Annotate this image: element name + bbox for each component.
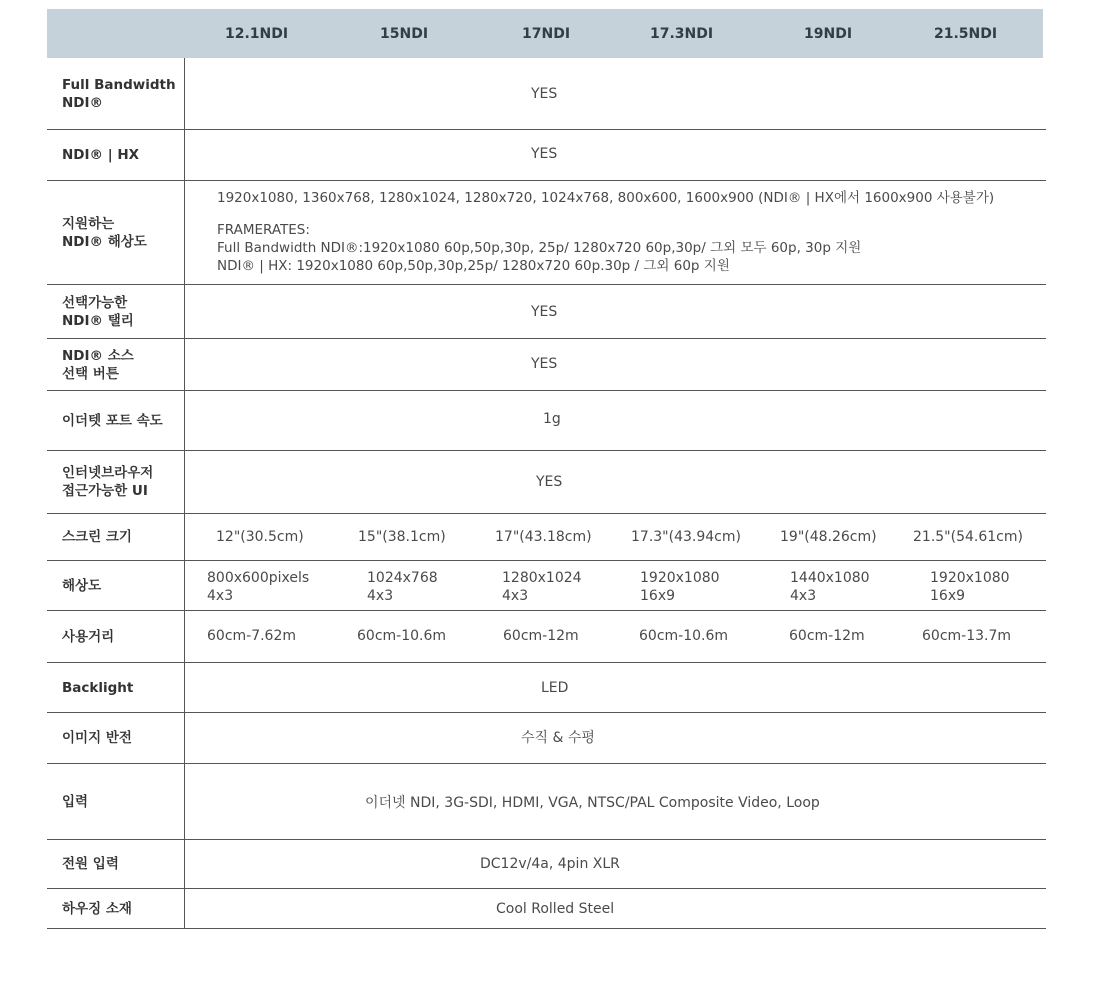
table-header bbox=[47, 9, 1043, 58]
screen-size-17: 17"(43.18cm) bbox=[495, 529, 592, 545]
distance-19: 60cm-12m bbox=[789, 628, 865, 644]
screen-size-19: 19"(48.26cm) bbox=[780, 529, 877, 545]
row-tally bbox=[47, 285, 1046, 339]
row-label: NDI® 소스 선택 버튼 bbox=[47, 339, 185, 390]
row-label: Full Bandwidth NDI® bbox=[47, 58, 185, 129]
row-label: Backlight bbox=[47, 663, 185, 712]
row-ndi-hx bbox=[47, 130, 1046, 181]
row-value: 이더넷 NDI, 3G-SDI, HDMI, VGA, NTSC/PAL Composite Video, Loop bbox=[365, 795, 820, 811]
row-power-input bbox=[47, 840, 1046, 889]
row-image-flip bbox=[47, 713, 1046, 764]
row-label: 입력 bbox=[47, 764, 185, 839]
screen-size-17-3: 17.3"(43.94cm) bbox=[631, 529, 741, 545]
screen-size-12-1: 12"(30.5cm) bbox=[216, 529, 304, 545]
framerates-title: FRAMERATES: bbox=[217, 222, 310, 238]
row-backlight bbox=[47, 663, 1046, 713]
row-full-bandwidth bbox=[47, 58, 1046, 130]
row-screen-size bbox=[47, 514, 1046, 561]
resolution-19: 1440x1080 4x3 bbox=[790, 570, 870, 604]
row-label: 사용거리 bbox=[47, 611, 185, 662]
resolution-17: 1280x1024 4x3 bbox=[502, 570, 582, 604]
screen-size-15: 15"(38.1cm) bbox=[358, 529, 446, 545]
row-value: Cool Rolled Steel bbox=[496, 901, 615, 917]
row-value: 1g bbox=[543, 411, 561, 427]
row-value: YES bbox=[536, 474, 563, 490]
row-value: DC12v/4a, 4pin XLR bbox=[480, 856, 620, 872]
framerates-hx: NDI® | HX: 1920x1080 60p,50p,30p,25p/ 1280x720 60p.30p / 그외 60p 지원 bbox=[217, 258, 730, 274]
row-label: 전원 입력 bbox=[47, 840, 185, 888]
distance-17: 60cm-12m bbox=[503, 628, 579, 644]
distance-17-3: 60cm-10.6m bbox=[639, 628, 729, 644]
row-label: 하우징 소재 bbox=[47, 889, 185, 928]
supported-resolutions: 1920x1080, 1360x768, 1280x1024, 1280x720, 1024x768, 800x600, 1600x900 (NDI® | HX에서 1600x900 사용불가) bbox=[217, 190, 995, 206]
resolution-12-1: 800x600pixels 4x3 bbox=[207, 570, 310, 604]
row-label: 인터넷브라우저 접근가능한 UI bbox=[47, 451, 185, 513]
row-value: LED bbox=[541, 680, 569, 696]
row-inputs bbox=[47, 764, 1046, 840]
row-resolution-support bbox=[47, 181, 1046, 285]
model-header-15: 15NDI bbox=[380, 26, 429, 42]
resolution-21-5: 1920x1080 16x9 bbox=[930, 570, 1010, 604]
row-value: YES bbox=[531, 86, 558, 102]
spec-table bbox=[47, 9, 1046, 929]
row-ethernet-speed bbox=[47, 391, 1046, 451]
resolution-15: 1024x768 4x3 bbox=[367, 570, 438, 604]
row-label: 스크린 크기 bbox=[47, 514, 185, 560]
row-label: 해상도 bbox=[47, 561, 185, 610]
row-label: 지원하는 NDI® 해상도 bbox=[47, 181, 185, 284]
row-resolution bbox=[47, 561, 1046, 611]
row-value: YES bbox=[531, 304, 558, 320]
framerates-full-bandwidth: Full Bandwidth NDI®:1920x1080 60p,50p,30p, 25p/ 1280x720 60p,30p/ 그외 모두 60p, 30p 지원 bbox=[217, 240, 862, 256]
distance-15: 60cm-10.6m bbox=[357, 628, 447, 644]
row-label: 이미지 반전 bbox=[47, 713, 185, 763]
row-housing bbox=[47, 889, 1046, 929]
distance-12-1: 60cm-7.62m bbox=[207, 628, 297, 644]
row-web-ui bbox=[47, 451, 1046, 514]
resolution-17-3: 1920x1080 16x9 bbox=[640, 570, 720, 604]
framerates-block bbox=[217, 221, 861, 275]
row-value: YES bbox=[531, 146, 558, 162]
row-label: NDI® | HX bbox=[47, 130, 185, 180]
distance-21-5: 60cm-13.7m bbox=[922, 628, 1012, 644]
model-header-19: 19NDI bbox=[804, 26, 853, 42]
row-label: 선택가능한 NDI® 탤리 bbox=[47, 285, 185, 338]
model-header-17-3: 17.3NDI bbox=[650, 26, 714, 42]
row-label: 이더텟 포트 속도 bbox=[47, 391, 185, 450]
row-viewing-distance bbox=[47, 611, 1046, 663]
row-source-button bbox=[47, 339, 1046, 391]
screen-size-21-5: 21.5"(54.61cm) bbox=[913, 529, 1023, 545]
model-header-17: 17NDI bbox=[522, 26, 571, 42]
row-value: YES bbox=[531, 356, 558, 372]
model-header-21-5: 21.5NDI bbox=[934, 26, 998, 42]
row-value: 수직 & 수평 bbox=[521, 730, 595, 746]
model-header-12-1: 12.1NDI bbox=[225, 26, 289, 42]
